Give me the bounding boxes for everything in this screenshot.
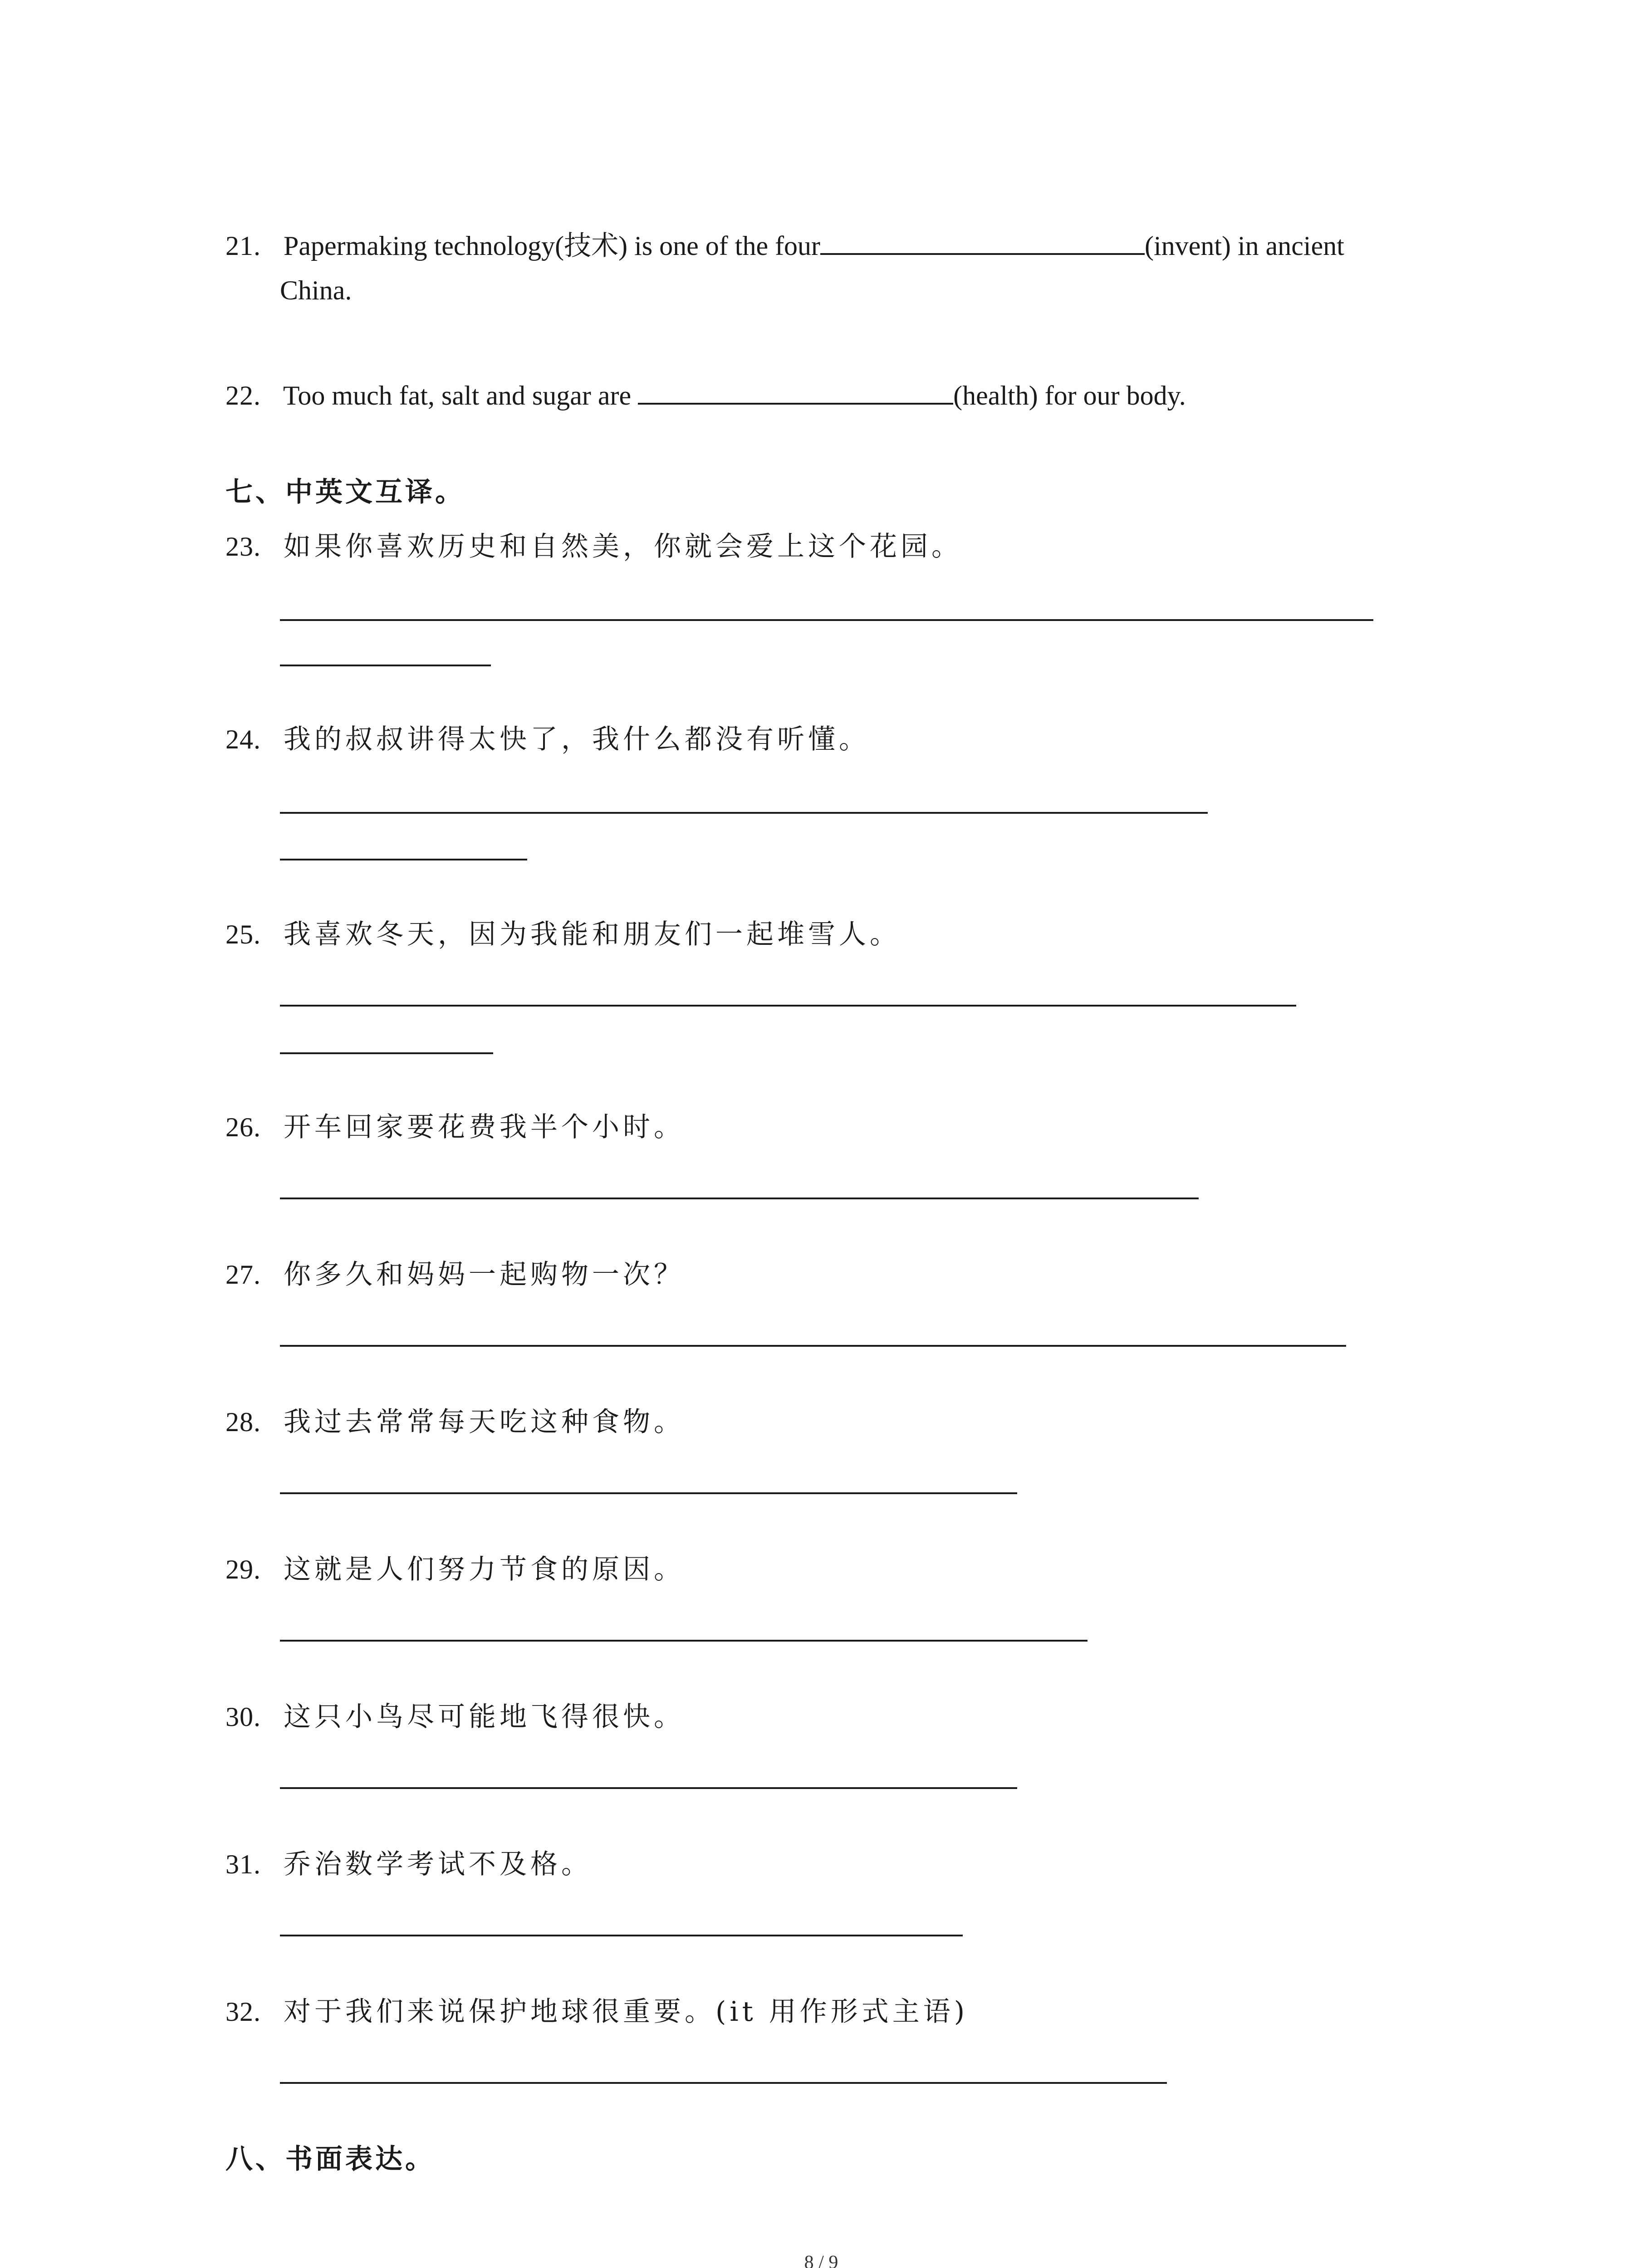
answer-line[interactable]: [280, 2082, 1167, 2084]
answer-line[interactable]: [280, 859, 527, 860]
question-hint: (health) for our body.: [953, 381, 1186, 411]
question-number: 32.: [225, 1997, 261, 2027]
answer-line[interactable]: [280, 619, 1373, 621]
question-text: 对于我们来说保护地球很重要。(it 用作形式主语): [284, 1996, 969, 2028]
question-number: 27.: [225, 1260, 261, 1290]
question-number: 26.: [225, 1112, 261, 1142]
answer-blank[interactable]: [820, 227, 1145, 255]
question-text: 这就是人们努力节食的原因。: [284, 1554, 685, 1585]
answer-line[interactable]: [280, 1640, 1087, 1642]
question-number: 30.: [225, 1702, 261, 1732]
question-hint: (invent) in ancient: [1145, 231, 1344, 261]
question-32: [225, 1994, 968, 2030]
question-text: 我的叔叔讲得太快了，我什么都没有听懂。: [284, 723, 870, 755]
answer-line[interactable]: [280, 1345, 1346, 1347]
question-25: [225, 916, 901, 953]
answer-blank[interactable]: [638, 376, 953, 405]
answer-line[interactable]: [280, 1052, 493, 1054]
question-text: 你多久和妈妈一起购物一次？: [284, 1259, 685, 1290]
answer-line[interactable]: [280, 1005, 1296, 1007]
question-number: 23.: [225, 532, 261, 562]
question-text: 这只小鸟尽可能地飞得很快。: [284, 1701, 685, 1733]
question-number: 25.: [225, 919, 261, 949]
answer-line[interactable]: [280, 812, 1208, 814]
question-number: 21.: [225, 231, 261, 261]
page-number: 8 / 9: [804, 2252, 838, 2268]
question-24: [225, 721, 870, 758]
question-number: 29.: [225, 1554, 261, 1584]
answer-line[interactable]: [280, 665, 491, 666]
section-heading-writing: 八、书面表达。: [225, 2143, 435, 2175]
answer-line[interactable]: [280, 1787, 1017, 1789]
answer-line[interactable]: [280, 1492, 1017, 1494]
answer-line[interactable]: [280, 1935, 963, 1936]
question-27: [225, 1256, 685, 1293]
question-number: 28.: [225, 1407, 261, 1437]
question-text: 开车回家要花费我半个小时。: [284, 1111, 685, 1143]
question-number: 22.: [225, 381, 261, 411]
question-number: 24.: [225, 724, 261, 754]
question-text: 我过去常常每天吃这种食物。: [284, 1406, 685, 1438]
question-31: [225, 1846, 592, 1882]
question-text: Papermaking technology(技术) is one of the four: [284, 231, 821, 261]
question-text: 乔治数学考试不及格。: [284, 1848, 592, 1880]
question-22: [225, 376, 1186, 414]
answer-line[interactable]: [280, 1198, 1199, 1199]
question-21: [225, 227, 1344, 264]
section-heading-translation: 七、中英文互译。: [225, 476, 465, 508]
question-29: [225, 1551, 685, 1588]
question-text: 如果你喜欢历史和自然美，你就会爱上这个花园。: [284, 531, 962, 562]
question-text: Too much fat, salt and sugar are: [283, 381, 638, 411]
question-text: 我喜欢冬天，因为我能和朋友们一起堆雪人。: [284, 919, 901, 950]
question-21-continuation: China.: [280, 275, 352, 305]
question-26: [225, 1109, 685, 1145]
question-23: [225, 528, 962, 565]
question-30: [225, 1699, 685, 1735]
question-28: [225, 1404, 685, 1440]
question-number: 31.: [225, 1849, 261, 1879]
